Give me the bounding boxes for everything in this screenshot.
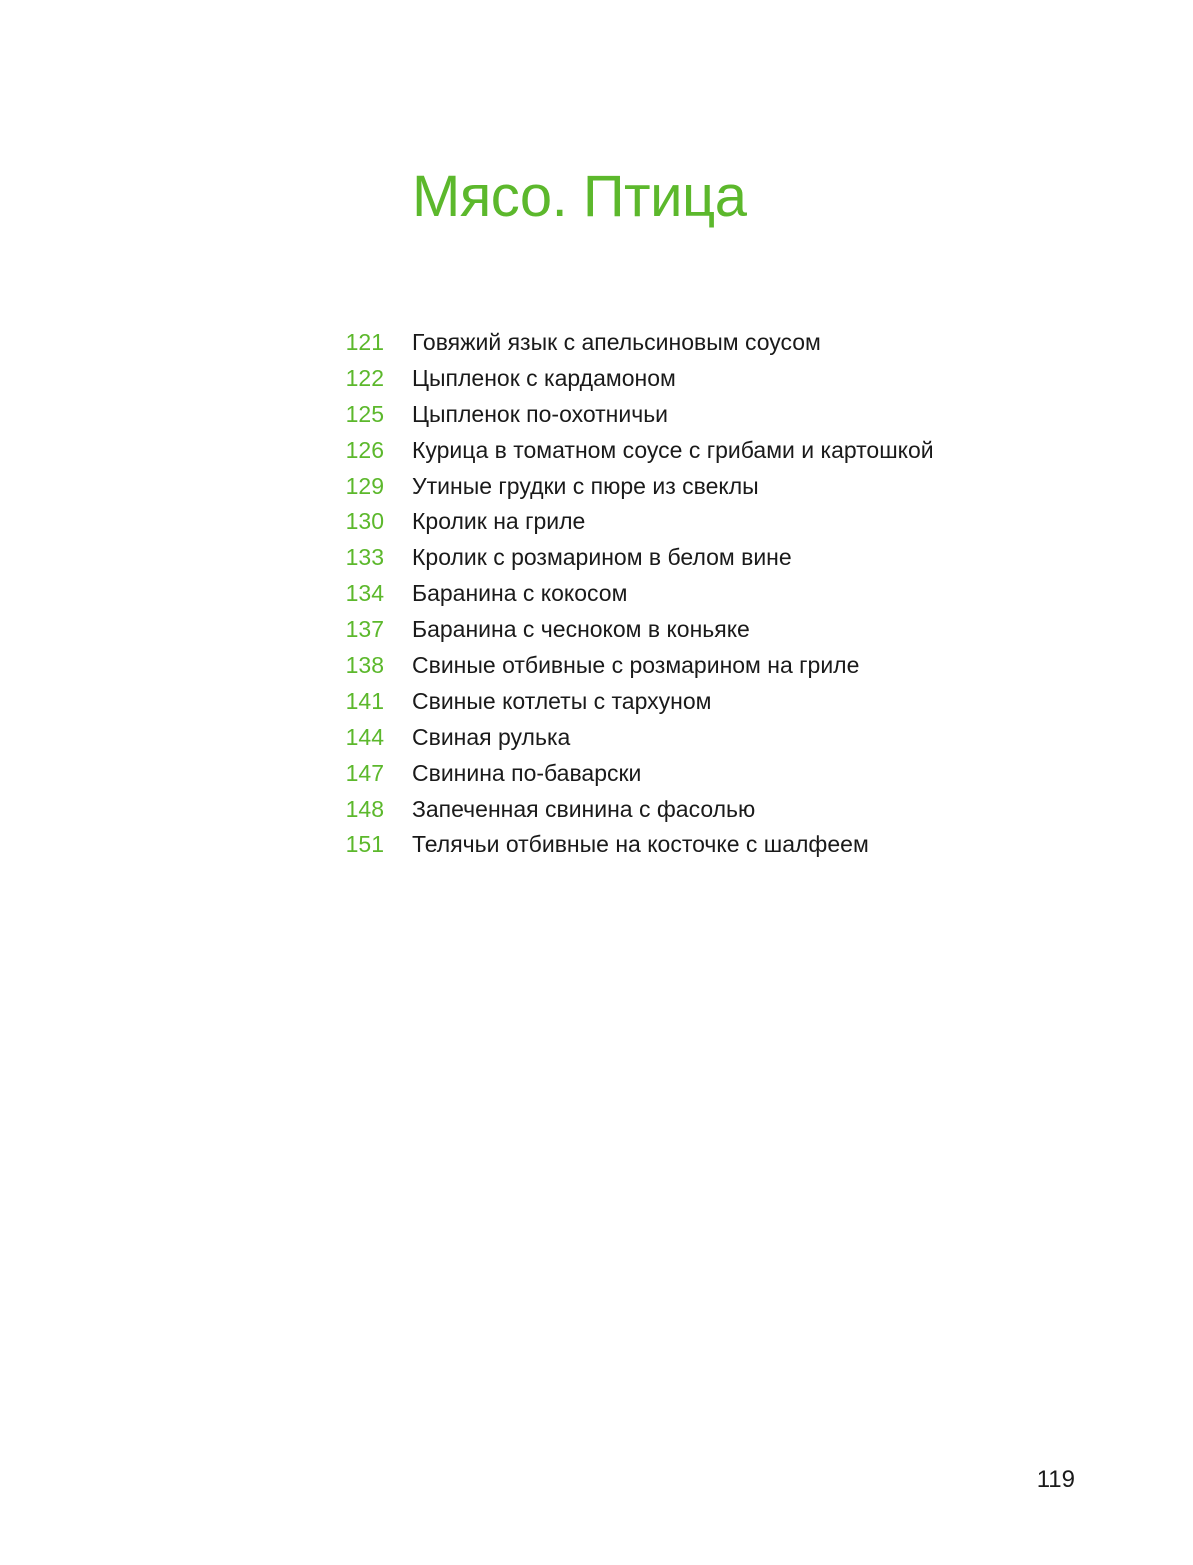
toc-entry-title: Цыпленок по-охотничьи [412,400,669,427]
toc-entry-title: Кролик с розмарином в белом вине [412,544,792,571]
toc-entry [300,792,1100,828]
toc-entry-page: 133 [345,544,384,571]
toc-entry [300,397,1100,433]
page-number: 119 [1036,1466,1075,1493]
toc-entry-title: Свиные котлеты с тархуном [412,687,712,714]
toc-entry-title: Свиная рулька [412,723,571,750]
toc-entry-title: Свинина по-баварски [412,759,642,786]
toc-entry [300,827,1100,863]
toc-entry-page: 151 [345,831,384,858]
toc-entry-page: 134 [345,580,384,607]
toc-entry [300,756,1100,792]
toc-entry-page: 126 [345,436,384,463]
toc-entry [300,469,1100,505]
table-of-contents [300,325,1100,863]
toc-entry-title: Запеченная свинина с фасолью [412,795,756,822]
toc-entry-page: 147 [345,759,384,786]
toc-entry-page: 148 [345,795,384,822]
toc-entry-page: 144 [345,723,384,750]
toc-entry [300,540,1100,576]
toc-entry [300,433,1100,469]
toc-entry-title: Телячьи отбивные на косточке с шалфеем [412,831,869,858]
toc-entry-title: Курица в томатном соусе с грибами и картошкой [412,436,934,463]
toc-entry-page: 122 [345,364,384,391]
toc-entry [300,361,1100,397]
toc-entry-title: Баранина с чесноком в коньяке [412,616,750,643]
toc-entry [300,504,1100,540]
toc-entry [300,720,1100,756]
toc-entry-page: 137 [345,616,384,643]
toc-entry-page: 141 [345,687,384,714]
toc-entry-title: Баранина с кокосом [412,580,628,607]
toc-entry-page: 138 [345,652,384,679]
toc-entry [300,684,1100,720]
toc-entry [300,648,1100,684]
toc-entry-title: Утиные грудки с пюре из свеклы [412,472,759,499]
toc-entry-page: 121 [345,329,384,355]
toc-entry [300,576,1100,612]
section-title: Мясо. Птица [412,164,747,229]
toc-entry-title: Говяжий язык с апельсиновым соусом [412,329,821,355]
toc-entry-page: 129 [345,472,384,499]
toc-entry [300,325,1100,361]
toc-entry-page: 130 [345,508,384,535]
toc-entry-page: 125 [345,400,384,427]
toc-entry [300,612,1100,648]
toc-entry-title: Свиные отбивные с розмарином на гриле [412,652,860,679]
toc-entry-title: Цыпленок с кардамоном [412,364,676,391]
toc-entry-title: Кролик на гриле [412,508,586,535]
